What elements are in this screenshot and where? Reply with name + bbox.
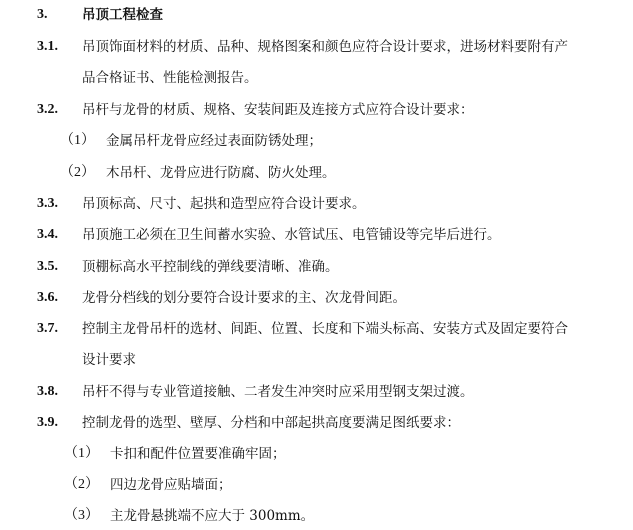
sub-item-text: 金属吊杆龙骨应经过表面防锈处理； (106, 133, 322, 149)
clause-number: 3.1. (37, 39, 58, 54)
clause-number: 3.7. (37, 321, 58, 336)
clause-3-4 (0, 224, 633, 246)
clause-text: 品合格证书、性能检测报告。 (82, 70, 258, 86)
clause-text: 吊顶施工必须在卫生间蓄水实验、水管试压、电管铺设等完毕后进行。 (82, 227, 501, 243)
clause-3-8 (0, 381, 633, 403)
clause-number: 3.5. (37, 259, 58, 274)
clause-number: 3.3. (37, 196, 58, 211)
sub-item (0, 130, 633, 152)
clause-number: 3.9. (37, 415, 58, 430)
sub-item-text: 木吊杆、龙骨应进行防腐、防火处理。 (106, 165, 336, 181)
clause-text: 吊杆不得与专业管道接触、二者发生冲突时应采用型钢支架过渡。 (82, 384, 474, 400)
clause-3-6 (0, 287, 633, 309)
clause-3-1 (0, 36, 633, 58)
clause-3-5 (0, 256, 633, 278)
clause-text: 龙骨分档线的划分要符合设计要求的主、次龙骨间距。 (82, 290, 406, 306)
sub-item-text: 卡扣和配件位置要准确牢固； (110, 446, 286, 462)
sub-item-number: （1） (64, 446, 99, 461)
clause-text: 吊顶标高、尺寸、起拱和造型应符合设计要求。 (82, 196, 366, 212)
section-title: 吊顶工程检查 (82, 7, 163, 23)
clause-text: 控制主龙骨吊杆的选材、间距、位置、长度和下端头标高、安装方式及固定要符合 (82, 321, 568, 337)
sub-item (0, 505, 633, 527)
clause-text: 顶棚标高水平控制线的弹线要清晰、准确。 (82, 259, 339, 275)
sub-item (0, 443, 633, 465)
clause-number: 3.4. (37, 227, 58, 242)
clause-text: 吊杆与龙骨的材质、规格、安装间距及连接方式应符合设计要求： (82, 102, 474, 118)
clause-text: 设计要求 (82, 352, 136, 368)
sub-item-text: 四边龙骨应贴墙面； (110, 477, 232, 493)
clause-number: 3.6. (37, 290, 58, 305)
sub-item (0, 162, 633, 184)
clause-3-2 (0, 99, 633, 121)
clause-3-7-continued (0, 349, 633, 371)
clause-3-1-continued (0, 67, 633, 89)
sub-item-text: 主龙骨悬挑端不应大于 300mm。 (110, 508, 315, 524)
clause-3-9 (0, 412, 633, 434)
sub-item (0, 474, 633, 496)
section-number: 3. (37, 7, 48, 22)
sub-item-number: （2） (60, 165, 95, 180)
sub-item-number: （1） (60, 133, 95, 148)
clause-text: 控制龙骨的选型、壁厚、分档和中部起拱高度要满足图纸要求： (82, 415, 460, 431)
clause-number: 3.2. (37, 102, 58, 117)
clause-3-3 (0, 193, 633, 215)
sub-item-number: （3） (64, 508, 99, 523)
clause-number: 3.8. (37, 384, 58, 399)
clause-3-7 (0, 318, 633, 340)
clause-text: 吊顶饰面材料的材质、品种、规格图案和颜色应符合设计要求，进场材料要附有产 (82, 39, 568, 55)
sub-item-number: （2） (64, 477, 99, 492)
section-heading (0, 4, 633, 26)
